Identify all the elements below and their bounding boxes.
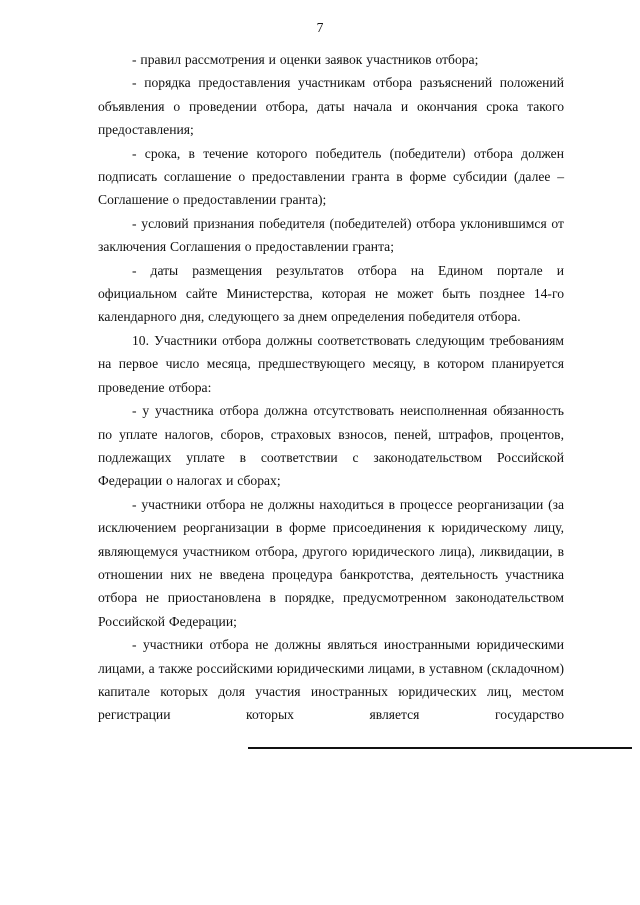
paragraph-agreement-deadline: - срока, в течение которого победитель (победители) отбора должен подписать соглашение о предоставлении гранта в форме субсидии (далее – Соглашение о предоставлении гранта);: [98, 145, 564, 208]
paragraph-evasion-conditions: - условий признания победителя (победителей) отбора уклонившимся от заключения Соглашения о предоставлении гранта;: [98, 215, 564, 255]
page-number: 7: [316, 20, 324, 35]
paragraph-rules-review: - правил рассмотрения и оценки заявок участников отбора;: [132, 52, 479, 67]
paragraph-tax-obligations: - у участника отбора должна отсутствовать неисполненная обязанность по уплате налогов, сборов, страховых взносов, пеней, штрафов, процентов, подлежащих уплате в соответствии с законодательством Российской Федерации о налогах и сборах;: [98, 403, 564, 489]
paragraph-results-publication: - даты размещения результатов отбора на Едином портале и официальном сайте Министерства, которая не может быть позднее 14-го календарного дня, следующего за днем определения победителя отбора.: [98, 262, 564, 325]
footer-divider-line: [248, 747, 632, 749]
paragraph-foreign-entities: - участники отбора не должны являться иностранными юридическими лицами, а также российскими юридическими лицами, в уставном (складочном) капитале которых доля участия иностранных юридических лиц, местом регистрации которых является государство: [98, 637, 564, 723]
paragraph-reorganization: - участники отбора не должны находиться в процессе реорганизации (за исключением реорганизации в форме присоединения к юридическому лицу, являющемуся участником отбора, другого юридического лица), ликвидации, в отношении них не введена процедура банкротства, деятельность участника отбора не приостановлена в порядке, предусмотренном законодательством Российской Федерации;: [98, 496, 564, 629]
document-body: [98, 48, 564, 727]
paragraph-clarifications: - порядка предоставления участникам отбора разъяснений положений объявления о проведении отбора, даты начала и окончания срока такого предоставления;: [98, 75, 564, 138]
paragraph-clause-10: 10. Участники отбора должны соответствовать следующим требованиям на первое число месяца, предшествующего месяцу, в котором планируется проведение отбора:: [98, 332, 564, 395]
